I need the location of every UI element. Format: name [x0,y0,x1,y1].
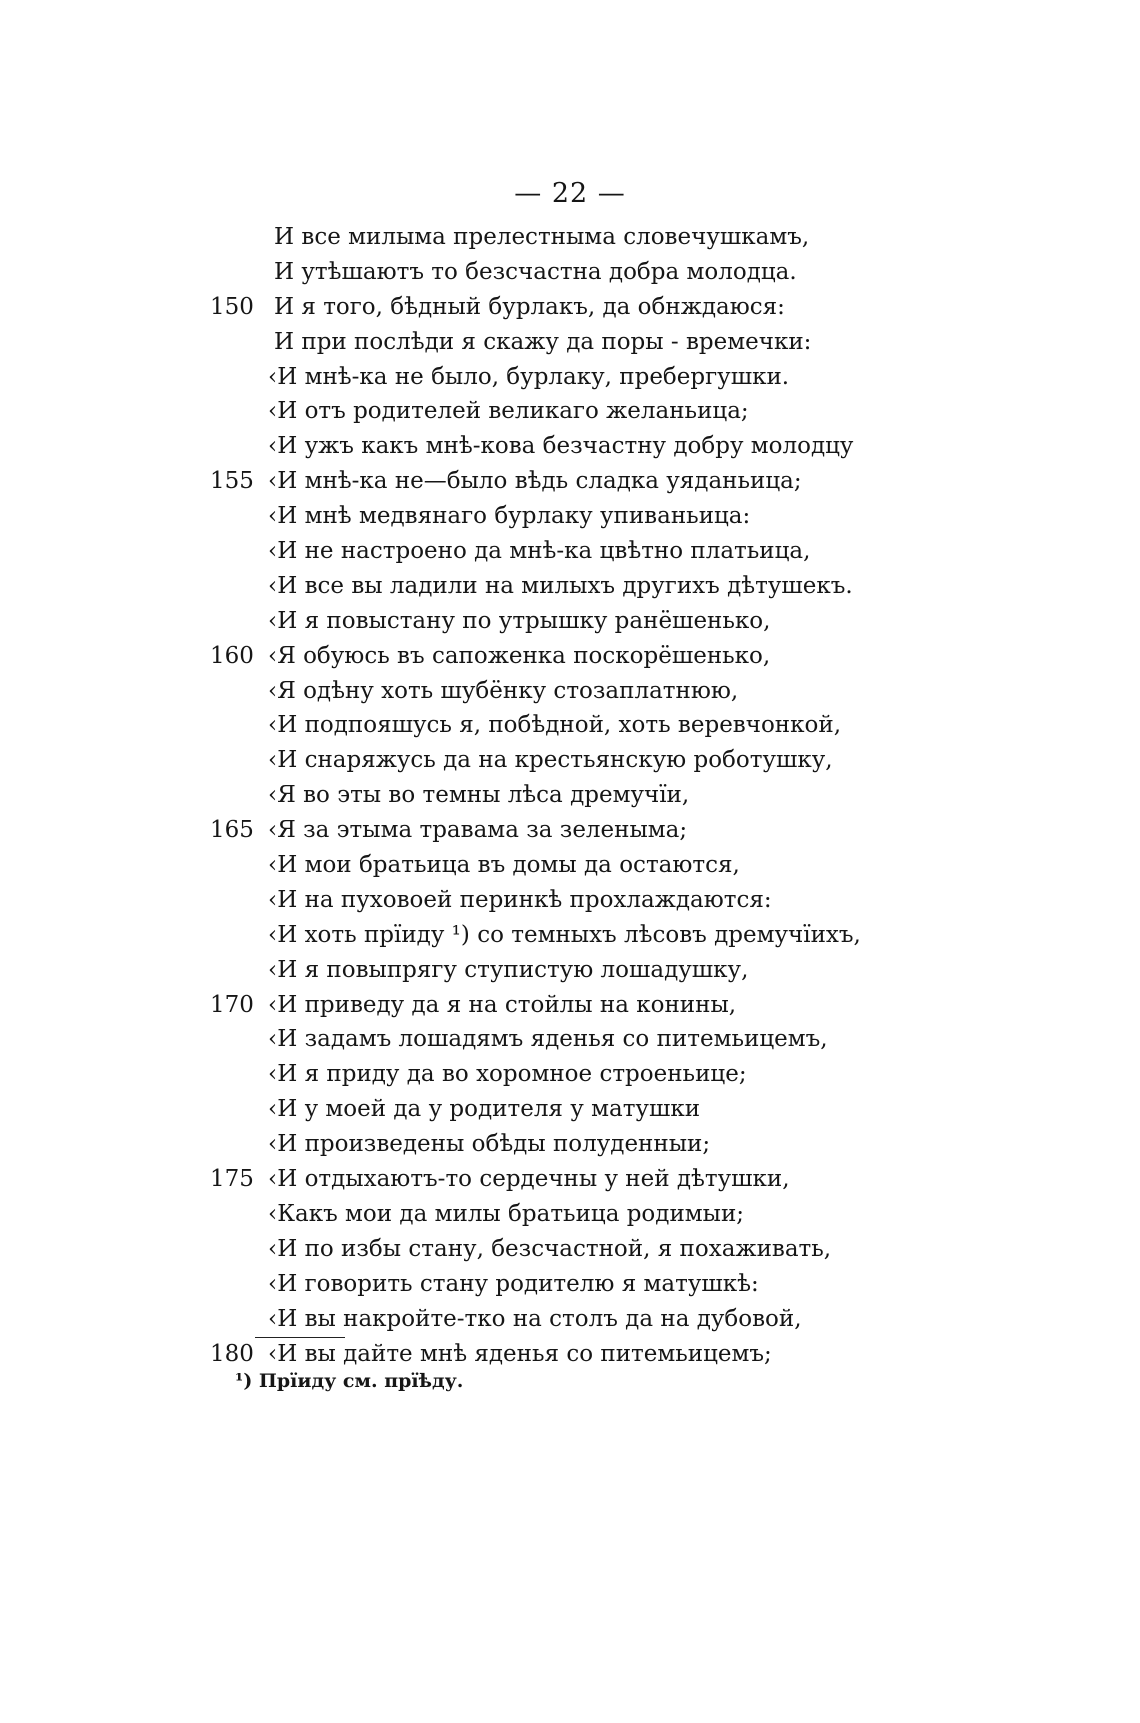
line-text: ‹И я приду да во хоромное строеньице; [268,1061,747,1088]
verse-line [210,778,930,813]
verse-line [210,255,930,290]
verse-line [210,813,930,848]
verse-line [210,674,930,709]
line-text: ‹И произведены обѣды полуденныи; [268,1131,711,1158]
line-text: ‹И все вы ладили на милыхъ другихъ дѣтушекъ. [268,572,853,599]
verse-line [210,639,930,674]
footnote-divider [255,1337,345,1338]
line-text: ‹И у моей да у родителя у матушки [268,1096,701,1123]
verse-line [210,988,930,1023]
verse-line [210,1302,930,1337]
line-text: ‹И снаряжусь да на крестьянскую роботушку, [268,747,833,774]
verse-line [210,429,930,464]
footnote: ¹) Прїиду см. прїѣду. [235,1370,464,1392]
line-number: 160 [210,642,254,669]
verse-line [210,290,930,325]
line-text: ‹И я повыстану по утрышку ранёшенько, [268,607,771,634]
verse-line [210,325,930,360]
line-text: ‹И вы дайте мнѣ яденья со питемьицемъ; [268,1340,772,1367]
verse-line [210,1127,930,1162]
verse-line [210,1022,930,1057]
page-number: — 22 — [514,178,626,209]
verse-line [210,220,930,255]
line-text: ‹И отъ родителей великаго желаньица; [268,398,749,425]
line-text: ‹И вы накройте-тко на столъ да на дубовой, [268,1305,802,1332]
verse-line [210,848,930,883]
line-text: И все милыма прелестныма словечушкамъ, [274,224,810,250]
verse-line [210,499,930,534]
line-text: ‹И задамъ лошадямъ яденья со питемьицемъ, [268,1026,828,1053]
verse-line [210,534,930,569]
verse-block [210,220,930,1371]
verse-line [210,360,930,395]
line-text: И при послѣди я скажу да поры - времечки: [274,328,812,355]
line-number: 170 [210,991,254,1018]
line-text: ‹Я во эты во темны лѣса дремучїи, [268,782,690,809]
line-text: ‹И не настроено да мнѣ-ка цвѣтно платьица, [268,538,811,565]
line-text: ‹И приведу да я на стойлы на конины, [268,991,737,1018]
line-number: 165 [210,817,254,844]
verse-line [210,708,930,743]
line-text: ‹И я повыпрягу ступистую лошадушку, [268,956,749,983]
verse-line [210,743,930,778]
line-text: ‹И на пуховоей перинкѣ прохлаждаются: [268,886,772,913]
verse-line [210,464,930,499]
line-text: ‹И отдыхаютъ-то сердечны у ней дѣтушки, [268,1166,790,1193]
verse-line [210,918,930,953]
line-text: ‹И мнѣ-ка не было, бурлаку, пребергушки. [268,363,790,390]
verse-line [210,569,930,604]
verse-line [210,1232,930,1267]
line-number: 150 [210,293,254,320]
line-text: ‹Я одѣну хоть шубёнку стозаплатнюю, [268,677,739,704]
line-text: ‹И говорить стану родителю я матушкѣ: [268,1270,759,1297]
line-text: ‹И ужъ какъ мнѣ-кова безчастну добру молодцу [268,433,854,460]
line-text: ‹Я обуюсь въ сапоженка поскорёшенько, [268,642,771,669]
line-text: ‹Какъ мои да милы братьица родимыи; [268,1200,745,1227]
line-text: ‹И хоть прїиду ¹) со темныхъ лѣсовъ дремучїихъ, [268,921,861,948]
verse-line [210,1057,930,1092]
line-number: 155 [210,468,254,495]
line-text: ‹И по избы стану, безсчастной, я похаживать, [268,1235,832,1262]
verse-line [210,1162,930,1197]
verse-line [210,953,930,988]
verse-line [210,1267,930,1302]
verse-line [210,883,930,918]
line-number: 175 [210,1166,254,1193]
verse-line [210,604,930,639]
verse-line [210,394,930,429]
line-text: ‹И мои братьица въ домы да остаются, [268,852,740,879]
line-text: ‹И мнѣ-ка не—было вѣдь сладка уяданьица; [268,468,802,495]
line-text: ‹Я за этыма травама за зеленыма; [268,817,688,844]
verse-line [210,1197,930,1232]
line-text: ‹И подпояшусь я, побѣдной, хоть веревчонкой, [268,712,842,739]
verse-line [210,1092,930,1127]
line-text: И я того, бѣдный бурлакъ, да обнждаюся: [274,293,785,320]
line-text: И утѣшаютъ то безсчастна добра молодца. [274,258,797,285]
verse-line [210,1337,930,1372]
line-text: ‹И мнѣ медвянаго бурлаку упиваньица: [268,503,751,530]
line-number: 180 [210,1340,254,1367]
